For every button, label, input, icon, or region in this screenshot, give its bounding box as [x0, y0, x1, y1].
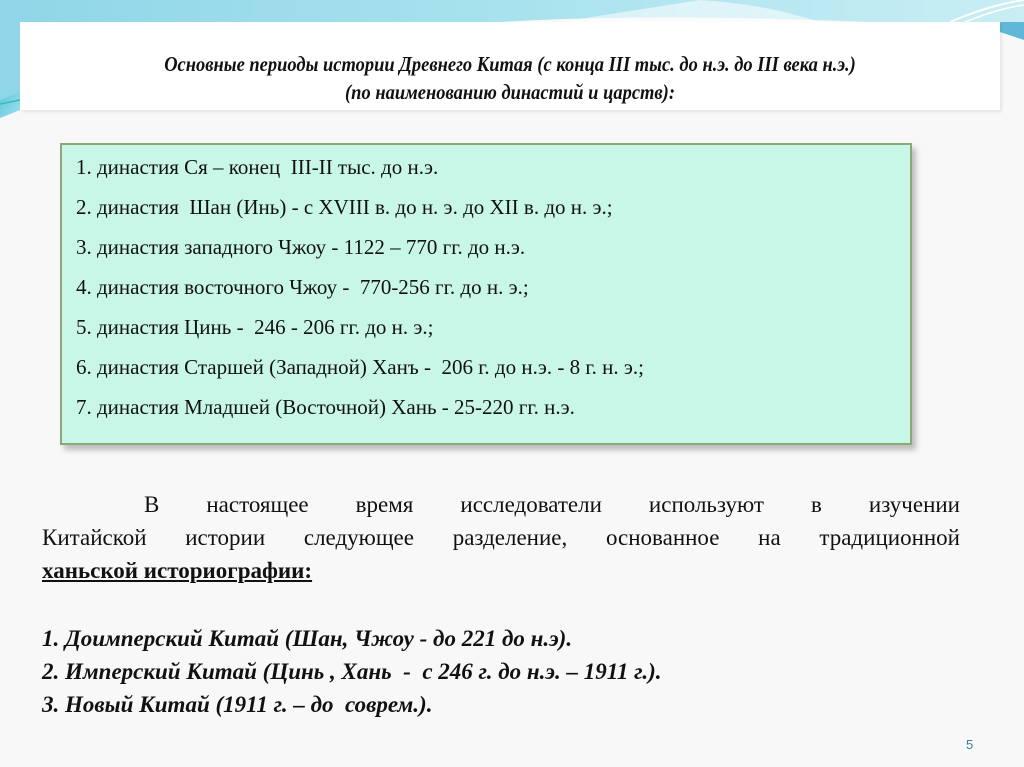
paragraph-line: Китайской истории следующее разделение, основанное на традиционной	[42, 525, 960, 550]
dynasty-item: 2. династия Шан (Инь) - с XVIII в. до н. э. до XII в. до н. э.;	[76, 195, 613, 219]
paragraph-heading: ханьской историографии:	[42, 558, 313, 583]
dynasty-item: 3. династия западного Чжоу - 1122 – 770 гг. до н.э.	[76, 235, 526, 259]
period-item: 1. Доимперский Китай (Шан, Чжоу - до 221 до н.э).	[42, 626, 573, 651]
dynasty-item: 1. династия Ся – конец III-II тыс. до н.э.	[76, 155, 439, 179]
dynasty-item: 7. династия Младшей (Восточной) Хань - 25-220 гг. н.э.	[76, 395, 575, 419]
dynasty-item: 4. династия восточного Чжоу - 770-256 гг. до н. э.;	[76, 275, 529, 299]
period-item: 2. Имперский Китай (Цинь , Хань - с 246 г. до н.э. – 1911 г.).	[42, 659, 662, 684]
paragraph-line	[42, 488, 960, 521]
slide-title: Основные периоды истории Древнего Китая (с конца III тыс. до н.э. до III века н.э.)	[164, 52, 856, 76]
paragraph-text: В настоящее время исследователи используют в изучении	[144, 492, 960, 517]
period-item: 3. Новый Китай (1911 г. – до соврем.).	[42, 692, 433, 717]
dynasty-item: 5. династия Цинь - 246 - 206 гг. до н. э.;	[76, 315, 434, 339]
dynasty-item: 6. династия Старшей (Западной) Ханъ - 206 г. до н.э. - 8 г. н. э.;	[76, 355, 644, 379]
dynasty-list-box	[60, 143, 912, 445]
page-number: 5	[966, 737, 974, 752]
slide-subtitle: (по наименованию династий и царств):	[345, 80, 675, 104]
title-box	[20, 22, 1000, 110]
